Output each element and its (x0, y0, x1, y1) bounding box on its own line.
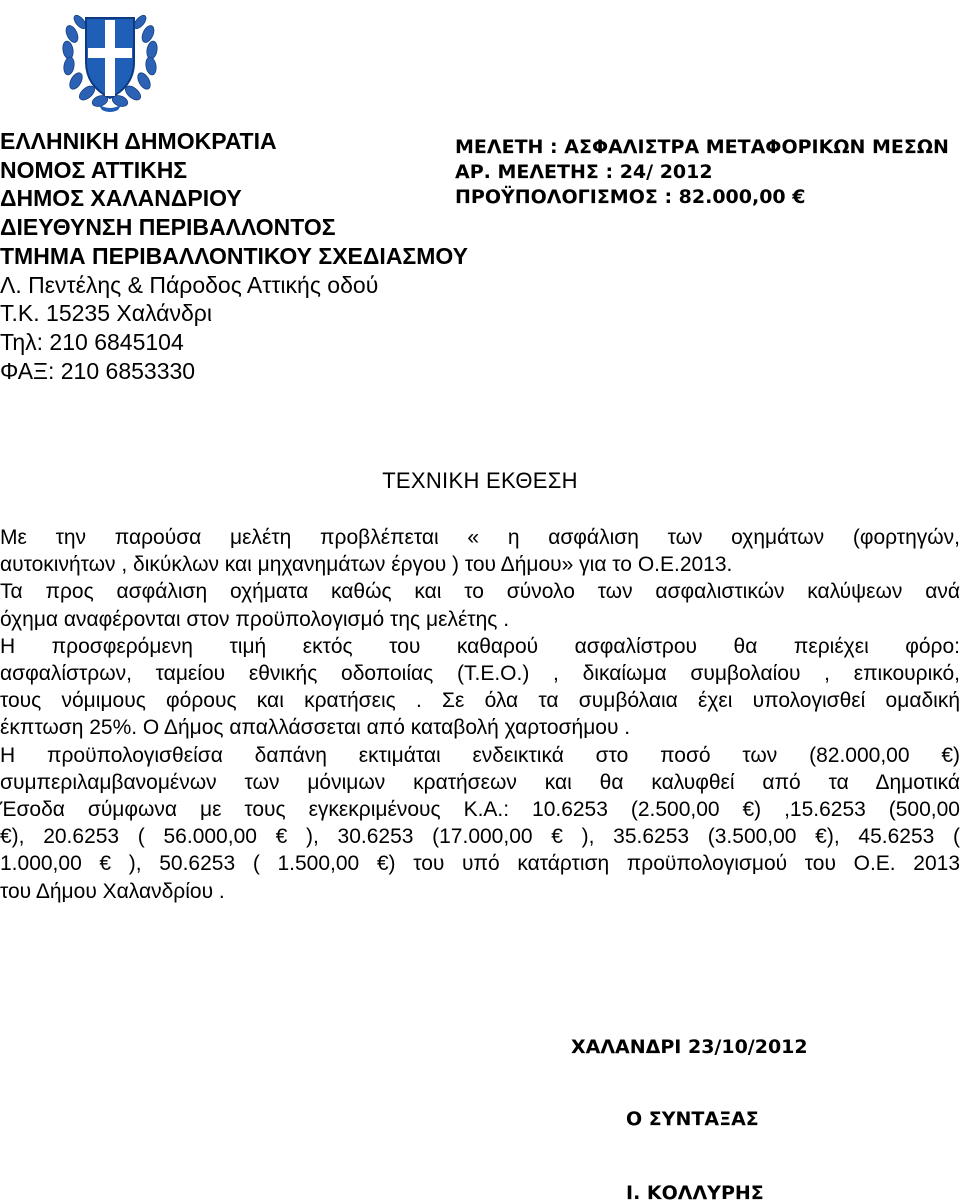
body-line: τους νόμιμους φόρους και κρατήσεις . Σε όλα τα συμβόλαια έχει υπολογισθεί ομαδική (0, 689, 960, 713)
study-info (455, 135, 949, 210)
body-line: συμπεριλαμβανομένων των μόνιμων κρατήσεων και θα καλυφθεί από τα Δημοτικά (0, 770, 960, 794)
issuer-line-country: ΕΛΛΗΝΙΚΗ ΔΗΜΟΚΡΑΤΙΑ (0, 128, 277, 154)
body-line: Έσοδα σύμφωνα με τους εγκεκριμένους Κ.Α.: 10.6253 (2.500,00 €) ,15.6253 (500,00 (0, 798, 960, 822)
body-line: όχημα αναφέρονται στον προϋπολογισμό της μελέτης . (0, 607, 510, 631)
body-line: Η προσφερόμενη τιμή εκτός του καθαρού ασφαλίστρου θα περιέχει φόρο: (0, 634, 960, 658)
study-budget: ΠΡΟΫΠΟΛΟΓΙΣΜΟΣ : 82.000,00 € (455, 186, 806, 208)
author-name: Ι. ΚΟΛΛΥΡΗΣ (626, 1182, 764, 1204)
body-line: Με την παρούσα μελέτη προβλέπεται « η ασφάλιση των οχημάτων (φορτηγών, (0, 526, 960, 549)
issuer-line-directorate: ΔΙΕΥΘΥΝΣΗ ΠΕΡΙΒΑΛΛΟΝΤΟΣ (0, 214, 336, 241)
body-line: Η προϋπολογισθείσα δαπάνη εκτιμάται ενδεικτικά στο ποσό των (82.000,00 €) (0, 743, 960, 767)
study-number: ΑΡ. ΜΕΛΕΤΗΣ : 24/ 2012 (455, 161, 713, 183)
issuer-line-municipality: ΔΗΜΟΣ ΧΑΛΑΝΔΡΙΟΥ (0, 185, 242, 212)
issuer-line-fax: ΦΑΞ: 210 6853330 (0, 357, 196, 384)
issuer-line-prefecture: ΝΟΜΟΣ ΑΤΤΙΚΗΣ (0, 156, 188, 183)
report-body (0, 524, 960, 905)
author-title: Ο ΣΥΝΤΑΞΑΣ (626, 1108, 759, 1130)
body-line: του Δήμου Χαλανδρίου . (0, 879, 225, 903)
body-line: αυτοκινήτων , δικύκλων και μηχανημάτων έργου ) του Δήμου» για το Ο.Ε.2013. (0, 553, 733, 577)
body-line: €), 20.6253 ( 56.000,00 € ), 30.6253 (17.000,00 € ), 35.6253 (3.500,00 €), 45.6253 ( (0, 825, 960, 849)
issuer-line-phone: Τηλ: 210 6845104 (0, 328, 184, 355)
issuer-line-department: ΤΜΗΜΑ ΠΕΡΙΒΑΛΛΟΝΤΙΚΟΥ ΣΧΕΔΙΑΣΜΟΥ (0, 242, 468, 269)
body-line: έκπτωση 25%. Ο Δήμος απαλλάσσεται από καταβολή χαρτοσήμου . (0, 716, 631, 740)
greek-coat-of-arms-icon (58, 4, 162, 112)
place-date: ΧΑΛΑΝΔΡΙ 23/10/2012 (571, 1036, 808, 1058)
study-title: ΜΕΛΕΤΗ : ΑΣΦΑΛΙΣΤΡΑ ΜΕΤΑΦΟΡΙΚΩΝ ΜΕΣΩΝ (455, 136, 949, 158)
issuer-line-postcode: Τ.Κ. 15235 Χαλάνδρι (0, 300, 212, 327)
body-line: ασφαλίστρων, ταμείου εθνικής οδοποιίας (Τ.Ε.Ο.) , δικαίωμα συμβολαίου , επικουρικό, (0, 662, 960, 686)
issuer-line-address: Λ. Πεντέλης & Πάροδος Αττικής οδού (0, 271, 379, 298)
issuer-block (0, 127, 468, 385)
body-line: Τα προς ασφάλιση οχήματα καθώς και το σύνολο των ασφαλιστικών καλύψεων ανά (0, 580, 960, 604)
report-title: ΤΕΧΝΙΚΗ ΕΚΘΕΣΗ (382, 468, 578, 493)
body-line: 1.000,00 € ), 50.6253 ( 1.500,00 €) του υπό κατάρτιση προϋπολογισμού του Ο.Ε. 2013 (0, 852, 960, 876)
